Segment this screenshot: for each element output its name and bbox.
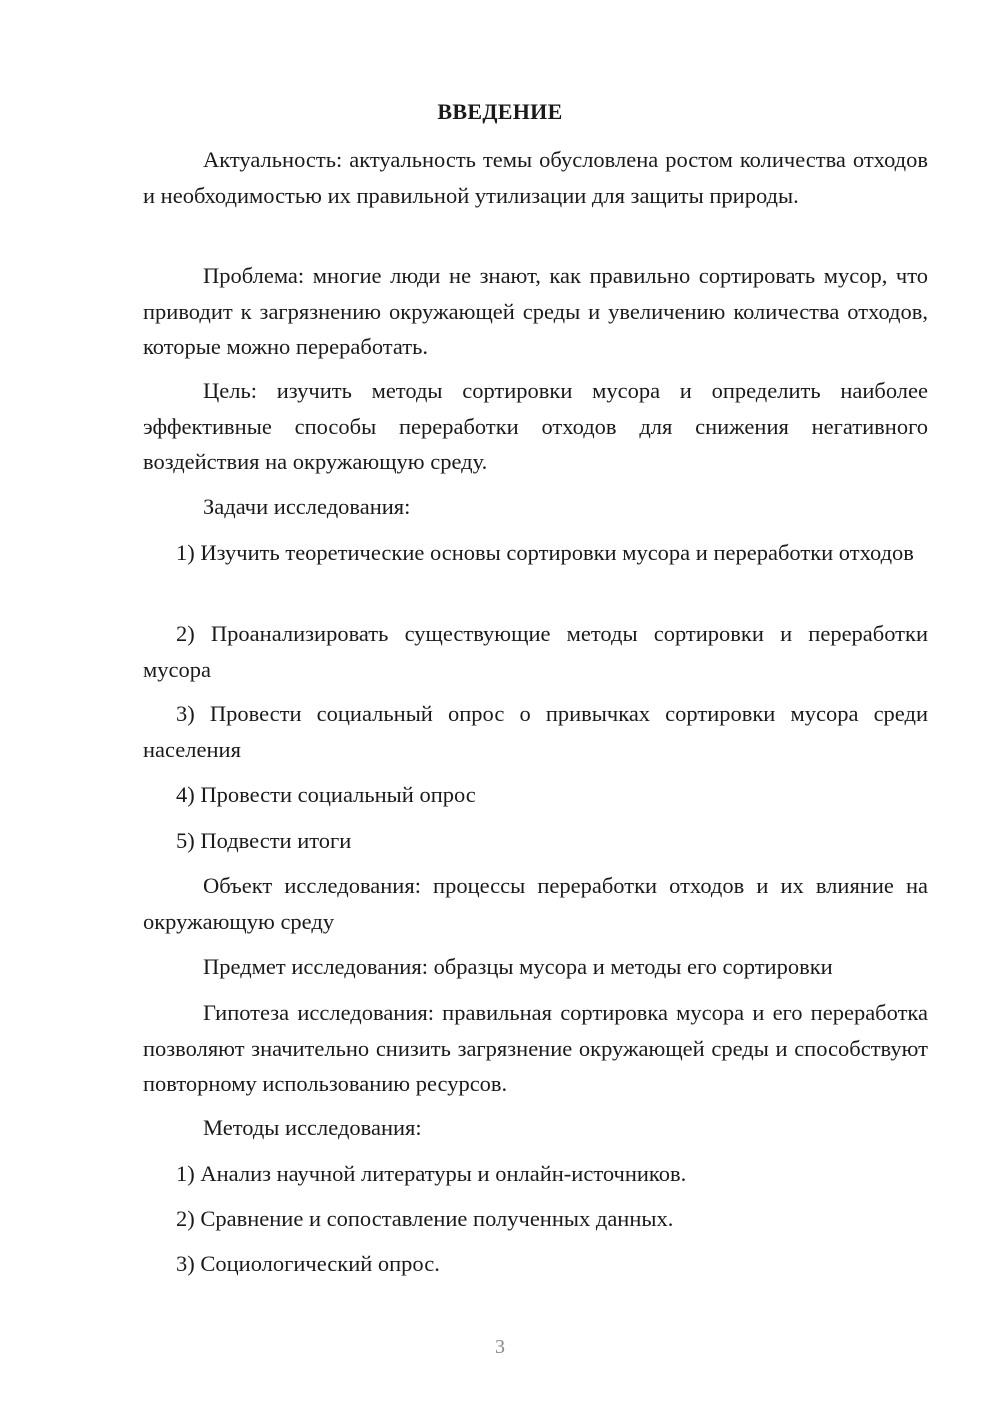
paragraph-goal: Цель: изучить методы сортировки мусора и определить наиболее эффективные способы переработки отходов для снижения негативного воздействия на окружающую среду. (143, 378, 928, 474)
list-item-task-4: 4) Провести социальный опрос (176, 782, 476, 807)
list-item-task-1: 1) Изучить теоретические основы сортировки мусора и переработки отходов (176, 540, 914, 565)
list-item-method-3: 3) Социологический опрос. (176, 1251, 440, 1276)
paragraph-object: Объект исследования: процессы переработки отходов и их влияние на окружающую среду (143, 873, 928, 934)
paragraph-subject: Предмет исследования: образцы мусора и методы его сортировки (203, 954, 833, 979)
paragraph-hypothesis: Гипотеза исследования: правильная сортировка мусора и его переработка позволяют значительно снизить загрязнение окружающей среды и способствуют повторному использованию ресурсов. (143, 1000, 928, 1096)
list-item-method-2: 2) Сравнение и сопоставление полученных данных. (176, 1206, 674, 1231)
list-item-task-2: 2) Проанализировать существующие методы сортировки и переработки мусора (143, 621, 928, 682)
list-item-task-3: 3) Провести социальный опрос о привычках сортировки мусора среди населения (143, 701, 928, 762)
paragraph-tasks-title: Задачи исследования: (203, 494, 411, 519)
list-item-task-5: 5) Подвести итоги (176, 828, 352, 853)
list-item-method-1: 1) Анализ научной литературы и онлайн-источников. (176, 1161, 687, 1186)
section-heading: ВВЕДЕНИЕ (437, 99, 563, 124)
paragraph-problem: Проблема: многие люди не знают, как правильно сортировать мусор, что приводит к загрязнению окружающей среды и увеличению количества отходов, которые можно переработать. (143, 263, 928, 359)
paragraph-relevance: Актуальность: актуальность темы обусловлена ростом количества отходов и необходимостью их правильной утилизации для защиты природы. (143, 147, 928, 208)
paragraph-methods-title: Методы исследования: (203, 1115, 422, 1140)
page-number: 3 (495, 1336, 505, 1358)
